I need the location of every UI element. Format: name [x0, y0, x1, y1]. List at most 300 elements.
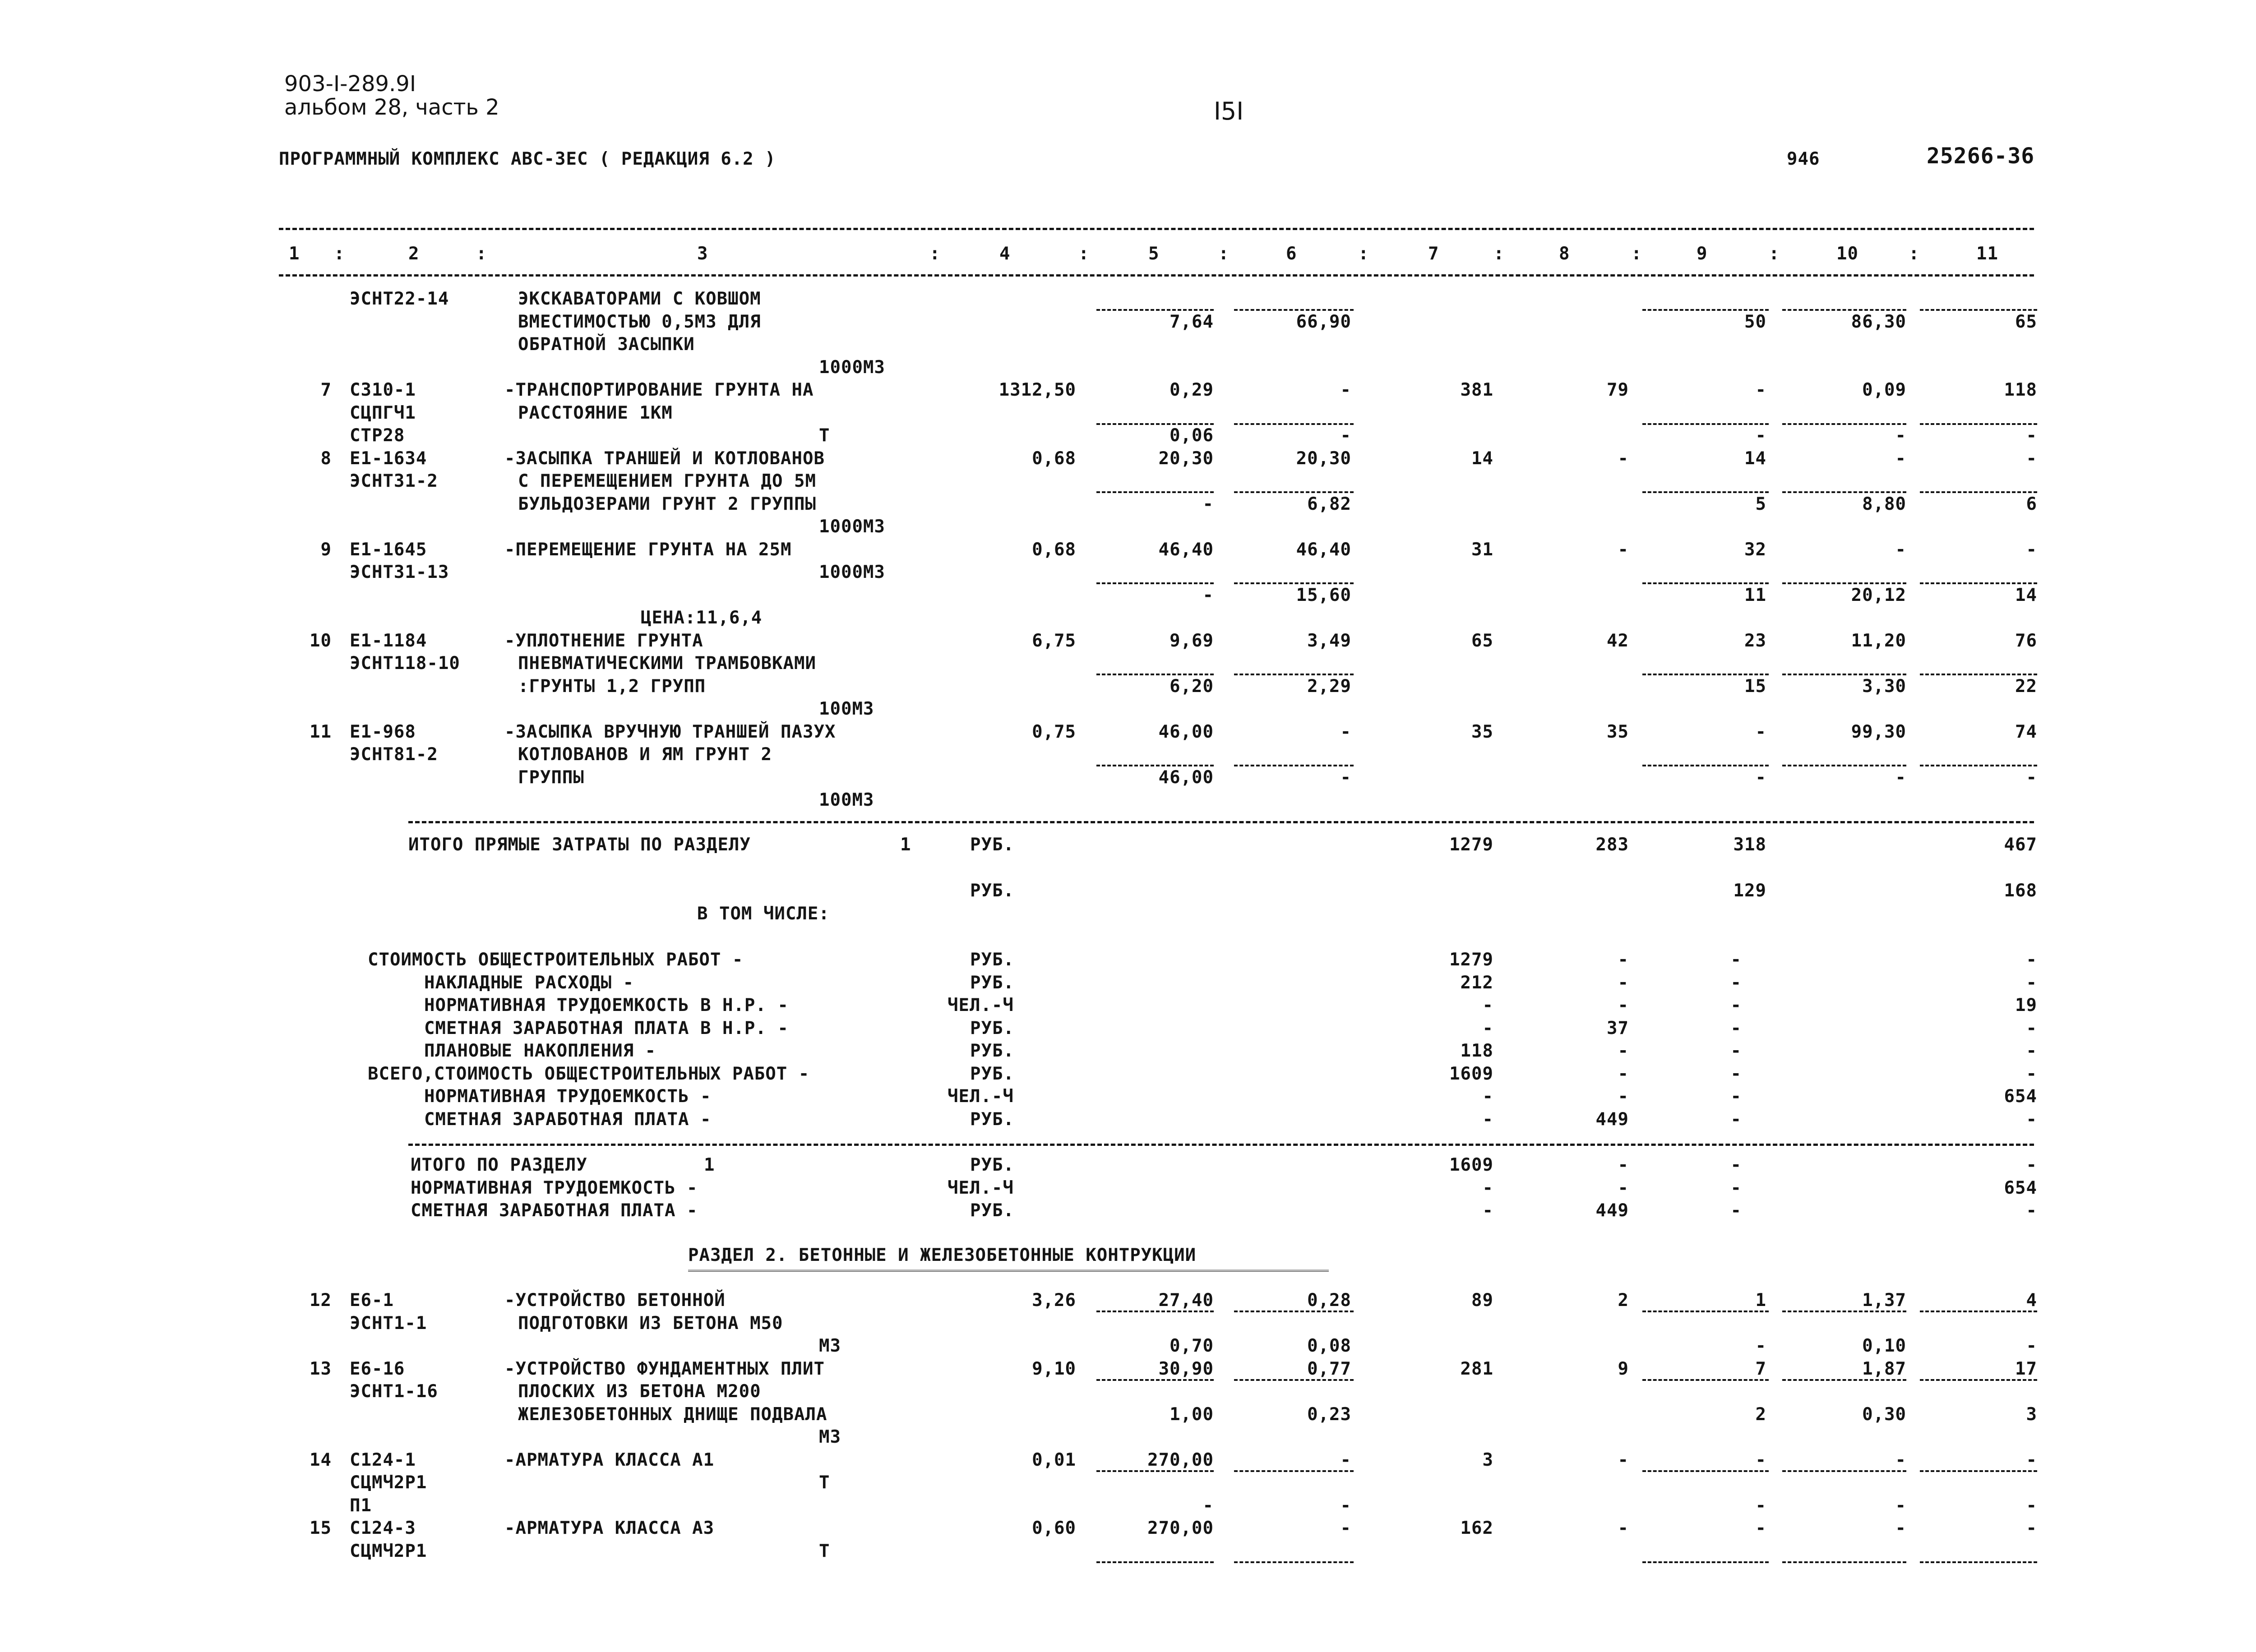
subtotal-rule — [1642, 1470, 1769, 1472]
row-number: 12 — [310, 1290, 332, 1311]
summary-item-label: СМЕТНАЯ ЗАРАБОТНАЯ ПЛАТА - — [424, 1109, 712, 1130]
summary-item-label: НАКЛАДНЫЕ РАСХОДЫ - — [424, 972, 634, 993]
row-value: 118 — [2004, 380, 2037, 400]
row-value: 7 — [1755, 1358, 1766, 1379]
column-header-cell: 9 — [1697, 244, 1708, 264]
row-description: -УСТРОЙСТВО ФУНДАМЕНТНЫХ ПЛИТ — [504, 1358, 825, 1379]
row-description: Т — [819, 1541, 830, 1561]
row-value: - — [2026, 425, 2037, 446]
section-total-value: 654 — [2004, 1177, 2037, 1198]
subtotal-rule — [1782, 491, 1906, 493]
subtotal-rule — [1096, 1379, 1214, 1381]
row-value: - — [1202, 494, 1214, 514]
row-value: 0,29 — [1170, 380, 1214, 400]
summary-item-value: 19 — [2015, 995, 2037, 1015]
summary-item-value: - — [1730, 1086, 1742, 1107]
row-value: - — [1755, 425, 1766, 446]
row-value: 35 — [1607, 721, 1629, 742]
subtotal-rule — [1234, 1561, 1354, 1563]
row-value: 79 — [1607, 380, 1629, 400]
program-title: ПРОГРАММНЫЙ КОМПЛЕКС АВС-3ЕС ( РЕДАКЦИЯ 6.2 ) — [279, 149, 776, 169]
row-value: - — [1755, 721, 1766, 742]
row-value: - — [1895, 767, 1906, 788]
row-value: 22 — [2015, 676, 2037, 697]
row-value: 9 — [1618, 1358, 1629, 1379]
row-value: - — [1895, 1518, 1906, 1538]
summary-item-unit: РУБ. — [970, 950, 1014, 970]
summary-item-label: ПЛАНОВЫЕ НАКОПЛЕНИЯ - — [424, 1041, 656, 1061]
row-value: 0,30 — [1862, 1404, 1906, 1425]
subtotal-rule — [1642, 491, 1769, 493]
section2-title-underline — [688, 1270, 1329, 1274]
row-value: 14 — [1471, 448, 1493, 469]
row-value: - — [2026, 1449, 2037, 1470]
subtotal-rule — [1642, 674, 1769, 675]
row-value: - — [1895, 448, 1906, 469]
row-description: 1000М3 — [819, 357, 885, 378]
row-value: 281 — [1460, 1358, 1493, 1379]
subtotal-rule — [1782, 1379, 1906, 1381]
summary-item-value: - — [1730, 1041, 1742, 1061]
section-total-value: - — [2026, 1200, 2037, 1221]
row-code: Е1-1645 — [350, 539, 427, 560]
including-label: В ТОМ ЧИСЛЕ: — [697, 904, 830, 924]
row-value: - — [1618, 539, 1629, 560]
row-value: 65 — [1471, 630, 1493, 651]
row-description: КОТЛОВАНОВ И ЯМ ГРУНТ 2 — [518, 744, 772, 765]
row-value: 162 — [1460, 1518, 1493, 1538]
summary-item-value: 654 — [2004, 1086, 2037, 1107]
subtotal-rule — [1096, 674, 1214, 675]
summary-item-label: СМЕТНАЯ ЗАРАБОТНАЯ ПЛАТА В Н.Р. - — [424, 1018, 789, 1038]
row-value: 15 — [1744, 676, 1766, 697]
row-code: Е1-1634 — [350, 448, 427, 469]
row-description: -АРМАТУРА КЛАССА А3 — [504, 1518, 715, 1538]
summary-item-label: СТОИМОСТЬ ОБЩЕСТРОИТЕЛЬНЫХ РАБОТ - — [368, 950, 744, 970]
subtotal-rule — [1782, 582, 1906, 584]
subtotal-rule — [1096, 309, 1214, 311]
summary-item-label: ВСЕГО,СТОИМОСТЬ ОБЩЕСТРОИТЕЛЬНЫХ РАБОТ - — [368, 1063, 810, 1084]
summary-item-value: - — [1730, 995, 1742, 1015]
row-description: С ПЕРЕМЕЩЕНИЕМ ГРУНТА ДО 5М — [518, 471, 816, 491]
total-direct-section: 1 — [900, 835, 911, 855]
row-code: Е6-16 — [350, 1358, 405, 1379]
row-value: 0,06 — [1170, 425, 1214, 446]
subtotal-rule — [1234, 423, 1354, 425]
row-value: 9,69 — [1170, 630, 1214, 651]
summary-item-unit: РУБ. — [970, 1041, 1014, 1061]
summary-item-value: - — [1482, 1086, 1493, 1107]
row-value: 2 — [1755, 1404, 1766, 1425]
subtotal-rule — [1234, 1311, 1354, 1312]
row-value: 42 — [1607, 630, 1629, 651]
row-value: 3 — [1482, 1449, 1493, 1470]
row-code: СЦМЧ2Р1 — [350, 1472, 427, 1493]
subtotal-rule — [1234, 491, 1354, 493]
row-value: - — [1202, 1495, 1214, 1516]
column-header-cell: 7 — [1428, 244, 1439, 264]
subtotal-rule — [1234, 582, 1354, 584]
column-separator: : — [1631, 244, 1642, 264]
row-description: 100М3 — [819, 699, 874, 719]
total-direct-value: 283 — [1595, 835, 1629, 855]
section-total-value: - — [1730, 1177, 1742, 1198]
row-value: - — [1202, 585, 1214, 605]
row-value: 1,00 — [1170, 1404, 1214, 1425]
section-total-value: - — [1618, 1177, 1629, 1198]
row-value: 6,82 — [1307, 494, 1351, 514]
row-value: 3 — [2026, 1404, 2037, 1425]
subtotal-rule — [1642, 423, 1769, 425]
row-value: - — [1755, 1336, 1766, 1356]
row-value: - — [1895, 1495, 1906, 1516]
row-code: СЦПГЧ1 — [350, 402, 416, 423]
column-header-cell: 5 — [1148, 244, 1160, 264]
row-value: - — [1340, 1449, 1351, 1470]
subtotal-rule — [1782, 765, 1906, 766]
summary-item-value: 1609 — [1449, 1063, 1493, 1084]
row-value: 6,20 — [1170, 676, 1214, 697]
row-value: - — [2026, 539, 2037, 560]
row-value: 9,10 — [1032, 1358, 1076, 1379]
row-value: - — [1340, 1495, 1351, 1516]
row-value: 1312,50 — [999, 380, 1076, 400]
row-value: - — [1618, 448, 1629, 469]
row-value: 6,75 — [1032, 630, 1076, 651]
row-code: Е1-1184 — [350, 630, 427, 651]
row-code: ЭСНТ118-10 — [350, 653, 460, 674]
row-value: 20,30 — [1158, 448, 1214, 469]
subtotal-rule — [1782, 1311, 1906, 1312]
row-value: 0,68 — [1032, 539, 1076, 560]
subtotal-rule — [1642, 1311, 1769, 1312]
summary-item-value: - — [1730, 1063, 1742, 1084]
summary-item-value: - — [1618, 1063, 1629, 1084]
row-value: - — [1618, 1518, 1629, 1538]
row-value: 0,68 — [1032, 448, 1076, 469]
section-total-value: - — [1482, 1200, 1493, 1221]
total-direct-value: 318 — [1733, 835, 1766, 855]
section-total-value: - — [1618, 1155, 1629, 1175]
summary-item-unit: РУБ. — [970, 1109, 1014, 1130]
row-value: - — [1340, 1518, 1351, 1538]
row-value: - — [1340, 380, 1351, 400]
row-value: 66,90 — [1296, 311, 1351, 332]
total-direct-label: ИТОГО ПРЯМЫЕ ЗАТРАТЫ ПО РАЗДЕЛУ — [408, 835, 751, 855]
row-value: 31 — [1471, 539, 1493, 560]
row-description: ПЛОСКИХ ИЗ БЕТОНА М200 — [518, 1381, 761, 1402]
subtotal-rule — [1642, 765, 1769, 766]
subtotal-rule — [1782, 674, 1906, 675]
row-description: М3 — [819, 1336, 841, 1356]
row-description: ОБРАТНОЙ ЗАСЫПКИ — [518, 334, 695, 355]
total-direct-unit: РУБ. — [970, 881, 1014, 901]
subtotal-rule — [1234, 674, 1354, 675]
row-value: 89 — [1471, 1290, 1493, 1311]
summary-item-value: - — [2026, 1109, 2037, 1130]
row-value: - — [2026, 1518, 2037, 1538]
summary-item-value: - — [2026, 972, 2037, 993]
row-code: ЭСНТ31-2 — [350, 471, 438, 491]
row-code: Е6-1 — [350, 1290, 394, 1311]
row-value: 0,70 — [1170, 1336, 1214, 1356]
row-value: 14 — [2015, 585, 2037, 605]
row-value: - — [2026, 1336, 2037, 1356]
row-value: 1,87 — [1862, 1358, 1906, 1379]
column-header-cell: 2 — [408, 244, 420, 264]
row-value: 35 — [1471, 721, 1493, 742]
row-code: ЭСНТ1-1 — [350, 1313, 427, 1334]
total-direct-value: 1279 — [1449, 835, 1493, 855]
subtotal-rule — [1642, 582, 1769, 584]
row-value: 50 — [1744, 311, 1766, 332]
section-total-value: - — [1730, 1155, 1742, 1175]
row-description: :ГРУНТЫ 1,2 ГРУПП — [518, 676, 706, 697]
row-value: 0,10 — [1862, 1336, 1906, 1356]
row-code: С124-3 — [350, 1518, 416, 1538]
row-value: 0,75 — [1032, 721, 1076, 742]
summary-rule — [408, 821, 2034, 823]
row-value: - — [1340, 721, 1351, 742]
row-value: 46,40 — [1296, 539, 1351, 560]
top-rule — [279, 228, 2034, 230]
row-description: 100М3 — [819, 790, 874, 810]
row-description: ПНЕВМАТИЧЕСКИМИ ТРАМБОВКАМИ — [518, 653, 816, 674]
total-direct-unit: РУБ. — [970, 835, 1014, 855]
row-value: 381 — [1460, 380, 1493, 400]
subtotal-rule — [1782, 1561, 1906, 1563]
row-value: 6 — [2026, 494, 2037, 514]
section-total-value: 449 — [1595, 1200, 1629, 1221]
row-description: -ЗАСЫПКА ТРАНШЕЙ И КОТЛОВАНОВ — [504, 448, 825, 469]
summary-item-value: - — [2026, 1063, 2037, 1084]
column-header-cell: 4 — [999, 244, 1011, 264]
row-code: ЭСНТ1-16 — [350, 1381, 438, 1402]
row-value: 23 — [1744, 630, 1766, 651]
row-value: 30,90 — [1158, 1358, 1214, 1379]
column-separator: : — [1358, 244, 1369, 264]
row-number: 11 — [310, 721, 332, 742]
summary-item-unit: РУБ. — [970, 972, 1014, 993]
row-value: 0,01 — [1032, 1449, 1076, 1470]
section-total-label: НОРМАТИВНАЯ ТРУДОЕМКОСТЬ - — [411, 1177, 698, 1198]
row-value: 4 — [2026, 1290, 2037, 1311]
row-code: ЭСНТ22-14 — [350, 289, 449, 309]
column-header-cell: 6 — [1286, 244, 1297, 264]
subtotal-rule — [1096, 1311, 1214, 1312]
row-value: 270,00 — [1147, 1449, 1214, 1470]
column-header-cell: 10 — [1836, 244, 1858, 264]
subtotal-rule — [1234, 1470, 1354, 1472]
subtotal-rule — [1782, 423, 1906, 425]
row-value: - — [1755, 1449, 1766, 1470]
summary-item-value: - — [2026, 950, 2037, 970]
row-description: БУЛЬДОЗЕРАМИ ГРУНТ 2 ГРУППЫ — [518, 494, 816, 514]
row-value: 86,30 — [1851, 311, 1906, 332]
row-number: 7 — [320, 380, 332, 400]
row-value: - — [1895, 1449, 1906, 1470]
summary-item-value: - — [1482, 995, 1493, 1015]
summary-item-unit: ЧЕЛ.-Ч — [948, 995, 1014, 1015]
row-value: 11,20 — [1851, 630, 1906, 651]
section-total-unit: РУБ. — [970, 1155, 1014, 1175]
subtotal-rule — [1920, 582, 2037, 584]
column-separator: : — [1218, 244, 1230, 264]
row-description: РАССТОЯНИЕ 1КМ — [518, 402, 673, 423]
column-separator: : — [476, 244, 487, 264]
row-value: - — [1340, 425, 1351, 446]
row-value: 1,37 — [1862, 1290, 1906, 1311]
column-separator: : — [1909, 244, 1920, 264]
subtotal-rule — [1096, 423, 1214, 425]
row-value: 20,12 — [1851, 585, 1906, 605]
album-label: альбом 28, часть 2 — [284, 95, 499, 120]
column-header-cell: 8 — [1559, 244, 1570, 264]
row-value: 46,00 — [1158, 767, 1214, 788]
row-code: С310-1 — [350, 380, 416, 400]
row-number: 9 — [320, 539, 332, 560]
row-value: 2 — [1618, 1290, 1629, 1311]
row-value: 65 — [2015, 311, 2037, 332]
row-value: 20,30 — [1296, 448, 1351, 469]
row-description: ЭКСКАВАТОРАМИ С КОВШОМ — [518, 289, 761, 309]
subtotal-rule — [1642, 1379, 1769, 1381]
subtotal-rule — [1096, 582, 1214, 584]
total-direct-value: 467 — [2004, 835, 2037, 855]
sheet-number: 946 — [1787, 149, 1820, 169]
row-value: 46,40 — [1158, 539, 1214, 560]
subtotal-rule — [1920, 1561, 2037, 1563]
row-description: -ПЕРЕМЕЩЕНИЕ ГРУНТА НА 25М — [504, 539, 792, 560]
section-total-value: - — [1482, 1177, 1493, 1198]
row-value: 14 — [1744, 448, 1766, 469]
summary-item-value: 212 — [1460, 972, 1493, 993]
section-total-value: 1609 — [1449, 1155, 1493, 1175]
column-separator: : — [1769, 244, 1780, 264]
row-code: СЦМЧ2Р1 — [350, 1541, 427, 1561]
summary-item-value: 449 — [1595, 1109, 1629, 1130]
subtotal-rule — [1920, 765, 2037, 766]
subtotal-rule — [1234, 1379, 1354, 1381]
row-description: 1000М3 — [819, 517, 885, 537]
row-code: ЭСНТ31-13 — [350, 562, 449, 582]
subtotal-rule — [1782, 1470, 1906, 1472]
total-direct-value: 168 — [2004, 881, 2037, 901]
subtotal-rule — [1782, 309, 1906, 311]
summary-item-value: - — [1730, 972, 1742, 993]
row-description: ГРУППЫ — [518, 767, 584, 788]
row-code: СТР28 — [350, 425, 405, 446]
section-total-label: СМЕТНАЯ ЗАРАБОТНАЯ ПЛАТА - — [411, 1200, 698, 1221]
subtotal-rule — [1920, 309, 2037, 311]
row-value: 0,60 — [1032, 1518, 1076, 1538]
subtotal-rule — [1920, 1311, 2037, 1312]
subtotal-rule — [1096, 491, 1214, 493]
summary-item-unit: РУБ. — [970, 1063, 1014, 1084]
summary-item-value: - — [2026, 1041, 2037, 1061]
row-code: П1 — [350, 1495, 372, 1516]
section-total-unit: РУБ. — [970, 1200, 1014, 1221]
summary-item-value: - — [2026, 1018, 2037, 1038]
row-value: 1 — [1755, 1290, 1766, 1311]
row-value: 27,40 — [1158, 1290, 1214, 1311]
subtotal-rule — [1234, 309, 1354, 311]
row-value: 46,00 — [1158, 721, 1214, 742]
column-separator: : — [1493, 244, 1505, 264]
total-direct-value: 129 — [1733, 881, 1766, 901]
column-header-cell: 1 — [289, 244, 300, 264]
summary-item-value: - — [1618, 1041, 1629, 1061]
row-value: 15,60 — [1296, 585, 1351, 605]
column-separator: : — [334, 244, 345, 264]
row-value: 17 — [2015, 1358, 2037, 1379]
row-value: 0,09 — [1862, 380, 1906, 400]
row-description: Т — [819, 425, 830, 446]
summary-item-unit: ЧЕЛ.-Ч — [948, 1086, 1014, 1107]
row-value: - — [1618, 1449, 1629, 1470]
row-value: 99,30 — [1851, 721, 1906, 742]
row-value: - — [1755, 767, 1766, 788]
row-value: 0,28 — [1307, 1290, 1351, 1311]
subtotal-rule — [1096, 765, 1214, 766]
subtotal-rule — [1096, 1470, 1214, 1472]
row-value: 3,30 — [1862, 676, 1906, 697]
summary-item-unit: РУБ. — [970, 1018, 1014, 1038]
row-code: С124-1 — [350, 1449, 416, 1470]
row-description: -АРМАТУРА КЛАССА А1 — [504, 1449, 715, 1470]
row-number: 10 — [310, 630, 332, 651]
summary-item-value: - — [1482, 1109, 1493, 1130]
page-number: I5I — [1214, 97, 1244, 125]
row-description: -ТРАНСПОРТИРОВАНИЕ ГРУНТА НА — [504, 380, 814, 400]
subtotal-rule — [1234, 765, 1354, 766]
row-value: 74 — [2015, 721, 2037, 742]
row-description: -ЗАСЫПКА ВРУЧНУЮ ТРАНШЕЙ ПАЗУХ — [504, 721, 836, 742]
row-number: 13 — [310, 1358, 332, 1379]
row-description: ЦЕНА:11,6,4 — [641, 608, 763, 628]
doc-number: 903-I-289.9I — [284, 71, 416, 97]
subtotal-rule — [1642, 309, 1769, 311]
row-code: Е1-968 — [350, 721, 416, 742]
summary-item-value: - — [1618, 1086, 1629, 1107]
row-description: -УПЛОТНЕНИЕ ГРУНТА — [504, 630, 703, 651]
subtotal-rule — [1920, 491, 2037, 493]
document-code: 25266-36 — [1927, 143, 2035, 169]
subtotal-rule — [1920, 674, 2037, 675]
summary-item-value: - — [1618, 950, 1629, 970]
section-total-unit: ЧЕЛ.-Ч — [948, 1177, 1014, 1198]
row-value: 3,26 — [1032, 1290, 1076, 1311]
row-value: - — [1895, 539, 1906, 560]
column-separator: : — [929, 244, 941, 264]
column-header-cell: 3 — [697, 244, 708, 264]
row-value: - — [1340, 767, 1351, 788]
summary-item-label: НОРМАТИВНАЯ ТРУДОЕМКОСТЬ - — [424, 1086, 712, 1107]
subtotal-rule — [1920, 423, 2037, 425]
column-separator: : — [1078, 244, 1090, 264]
subtotal-rule — [1642, 1561, 1769, 1563]
summary-item-value: - — [1730, 1018, 1742, 1038]
summary-item-value: - — [1730, 1109, 1742, 1130]
summary-item-value: 1279 — [1449, 950, 1493, 970]
section2-title: РАЗДЕЛ 2. БЕТОННЫЕ И ЖЕЛЕЗОБЕТОННЫЕ КОНТРУКЦИИ — [688, 1245, 1197, 1265]
summary-item-value: - — [1482, 1018, 1493, 1038]
row-value: - — [2026, 448, 2037, 469]
row-description: 1000М3 — [819, 562, 885, 582]
row-value: - — [1755, 1495, 1766, 1516]
subtotal-rule — [1920, 1470, 2037, 1472]
row-value: 270,00 — [1147, 1518, 1214, 1538]
